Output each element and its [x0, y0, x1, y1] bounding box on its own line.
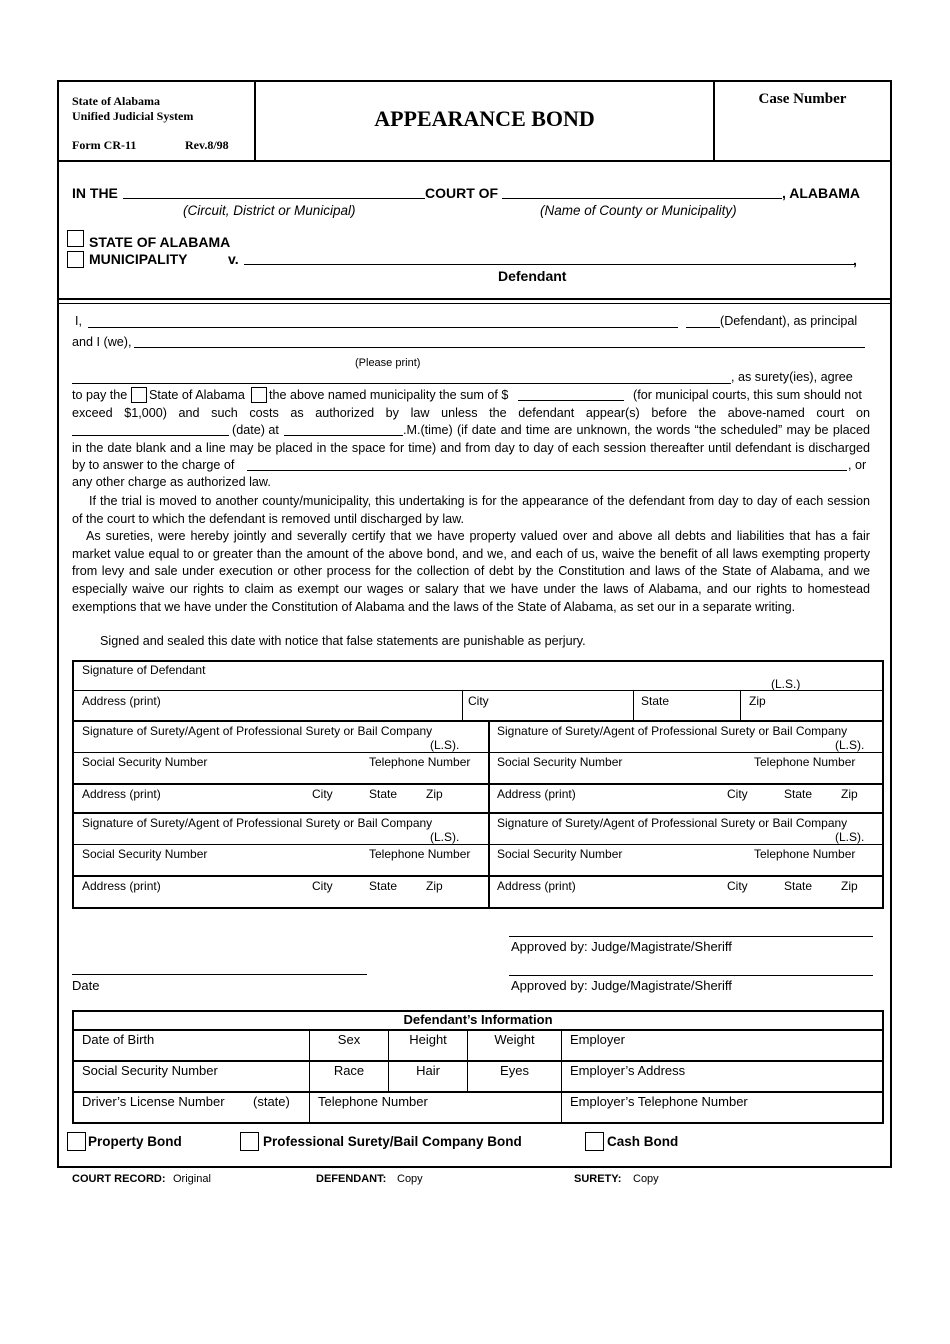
info-telephone-label: Telephone Number: [318, 1094, 428, 1109]
surety2-sig-label: Signature of Surety/Agent of Professional Surety or Bail Company: [497, 724, 848, 738]
sureties-paragraph: As sureties, were hereby jointly and severally certify that we have property valued over and above all debts and liabilities that has a fair market value equal to or greater than the amount of the above bond, and we, and each of us, waive the benefit of all laws exempting property from levy and sale under execution or other process for the collection of debt by the Constitution and laws of the State of Alabama, and we especially waive our rights to claim as exempt our wages or salary that we have under the laws of Alabama, and our rights to homestead exemptions that we have under the Constitution of Alabama and the laws of the State of Alabama, as set our in a separate writing.: [72, 529, 870, 614]
principal-short-field[interactable]: [686, 327, 720, 328]
property-bond-checkbox[interactable]: [67, 1132, 86, 1151]
employer-phone-label: Employer’s Telephone Number: [570, 1094, 748, 1109]
property-bond-label: Property Bond: [88, 1134, 182, 1149]
surety-copy-value: Copy: [633, 1173, 659, 1185]
surety1-ls: (L.S).: [430, 738, 460, 752]
defendant-address-label: Address (print): [82, 694, 161, 708]
surety1-sig-label: Signature of Surety/Agent of Professional Surety or Bail Company: [82, 724, 433, 738]
defendant-name-field[interactable]: [244, 264, 854, 265]
pay-municipality-checkbox[interactable]: [251, 387, 267, 403]
surety4-state-label: State: [784, 879, 813, 893]
court-of-label: COURT OF: [425, 185, 499, 201]
section-divider: [57, 303, 892, 304]
surety3-ls: (L.S).: [430, 830, 460, 844]
eyes-label: Eyes: [500, 1063, 529, 1078]
date-label: Date: [72, 978, 100, 993]
grid-line: [73, 812, 883, 814]
defendant-copy-label: DEFENDANT:: [316, 1173, 387, 1185]
defendant-info-title: Defendant’s Information: [403, 1012, 553, 1027]
surety-copy-label: SURETY:: [574, 1173, 622, 1185]
surety4-city-label: City: [727, 879, 748, 893]
race-label: Race: [333, 1063, 365, 1078]
surety4-ssn-label: Social Security Number: [497, 847, 623, 861]
surety2-state-label: State: [784, 787, 813, 801]
to-pay-the-label: to pay the: [72, 388, 128, 402]
trial-paragraph: If the trial is moved to another county/municipality, this undertaking is for the appearance of the defendant from day to day of each session of the court to which the defendant is removed until discharged by law.: [72, 494, 870, 526]
bond-amount-field[interactable]: [518, 400, 624, 401]
approval-signature-line-2[interactable]: [509, 975, 873, 976]
grid-line: [73, 844, 883, 845]
professional-surety-label: Professional Surety/Bail Company Bond: [263, 1134, 522, 1149]
surety1-state-label: State: [369, 787, 398, 801]
grid-line: [73, 875, 883, 877]
i-label: I,: [75, 314, 82, 328]
surety1-city-label: City: [312, 787, 333, 801]
form-number: Form CR-11: [72, 138, 137, 152]
municipal-courts-note: (for municipal courts, this sum should not: [633, 388, 862, 402]
surety4-phone-label: Telephone Number: [754, 847, 856, 861]
employer-label: Employer: [570, 1032, 625, 1047]
surety1-zip-label: Zip: [426, 787, 443, 801]
grid-line: [488, 721, 490, 908]
surety4-ls: (L.S).: [835, 830, 865, 844]
exceed-line: [72, 405, 870, 423]
municipality-checkbox[interactable]: [67, 251, 84, 268]
appearance-time-field[interactable]: [284, 435, 403, 436]
dl-state-label: (state): [253, 1094, 290, 1109]
surety3-state-label: State: [369, 879, 398, 893]
surety2-address-label: Address (print): [497, 787, 576, 801]
principal-name-field[interactable]: [88, 327, 678, 328]
defendant-copy-value: Copy: [397, 1173, 423, 1185]
dl-number-label: Driver’s License Number: [82, 1094, 225, 1109]
defendant-comma: ,: [853, 252, 857, 268]
surety3-sig-label: Signature of Surety/Agent of Professional Surety or Bail Company: [82, 816, 433, 830]
case-number-label: Case Number: [758, 91, 847, 107]
time-note: .M.(time) (if date and time are unknown, the words “the scheduled” may be placed: [403, 423, 870, 437]
versus-label: v.: [228, 251, 239, 267]
case-number-field[interactable]: [716, 114, 888, 156]
grid-line: [462, 691, 463, 721]
table-line: [73, 1060, 883, 1062]
surety2-city-label: City: [727, 787, 748, 801]
sig-defendant-label: Signature of Defendant: [82, 663, 206, 677]
table-line: [73, 1029, 883, 1031]
defendant-state-label: State: [641, 694, 670, 708]
surety4-sig-label: Signature of Surety/Agent of Professional Surety or Bail Company: [497, 816, 848, 830]
hair-label: Hair: [416, 1063, 440, 1078]
sex-label: Sex: [337, 1032, 361, 1047]
pay-state-checkbox[interactable]: [131, 387, 147, 403]
surety2-phone-label: Telephone Number: [754, 755, 856, 769]
surety1-address-label: Address (print): [82, 787, 161, 801]
surety2-zip-label: Zip: [841, 787, 858, 801]
date-line[interactable]: [72, 974, 367, 975]
surety4-zip-label: Zip: [841, 879, 858, 893]
date-blank-line: [72, 440, 870, 458]
sig-defendant-ls: (L.S.): [771, 677, 801, 691]
height-label: Height: [409, 1032, 447, 1047]
approved-by-label-2: Approved by: Judge/Magistrate/Sheriff: [511, 978, 732, 993]
defendant-city-label: City: [468, 694, 489, 708]
surety1-ssn-label: Social Security Number: [82, 755, 208, 769]
weight-label: Weight: [494, 1032, 535, 1047]
municipality-option: MUNICIPALITY: [89, 251, 188, 267]
cash-bond-label: Cash Bond: [607, 1134, 679, 1149]
municipality-sum-label: the above named municipality the sum of $: [269, 388, 509, 402]
signed-sealed-line: Signed and sealed this date with notice that false statements are punishable as perjury.: [100, 634, 586, 648]
grid-line: [73, 690, 883, 691]
please-print-caption: (Please print): [355, 357, 421, 369]
surety-names-field-2[interactable]: [72, 383, 731, 384]
grid-line: [73, 783, 883, 785]
court-record-label: COURT RECORD:: [72, 1173, 166, 1185]
surety3-city-label: City: [312, 879, 333, 893]
surety-names-field[interactable]: [134, 347, 865, 348]
county-caption: (Name of County or Municipality): [540, 203, 737, 218]
appearance-date-field[interactable]: [72, 435, 229, 436]
surety3-zip-label: Zip: [426, 879, 443, 893]
in-the-label: IN THE: [72, 185, 118, 201]
employer-address-label: Employer’s Address: [570, 1063, 686, 1078]
page-title: APPEARANCE BOND: [374, 106, 595, 131]
cash-bond-checkbox[interactable]: [585, 1132, 604, 1151]
any-other-charge: any other charge as authorized law.: [72, 475, 271, 489]
approval-signature-line-1[interactable]: [509, 936, 873, 937]
grid-line: [633, 691, 634, 721]
surety2-ssn-label: Social Security Number: [497, 755, 623, 769]
approved-by-label-1: Approved by: Judge/Magistrate/Sheriff: [511, 939, 732, 954]
surety3-phone-label: Telephone Number: [369, 847, 471, 861]
table-line: [561, 1030, 562, 1123]
alabama-label: , ALABAMA: [782, 185, 861, 201]
surety3-ssn-label: Social Security Number: [82, 847, 208, 861]
table-line: [73, 1091, 883, 1093]
section-divider: [57, 298, 892, 300]
surety2-ls: (L.S).: [835, 738, 865, 752]
principal-label: (Defendant), as principal: [720, 314, 858, 328]
professional-surety-checkbox[interactable]: [240, 1132, 259, 1151]
surety-agree-label: , as surety(ies), agree: [731, 370, 853, 384]
or-label: , or: [848, 458, 867, 472]
surety4-address-label: Address (print): [497, 879, 576, 893]
info-ssn-label: Social Security Number: [82, 1063, 218, 1078]
defendant-caption: Defendant: [498, 268, 567, 284]
grid-line: [73, 752, 883, 753]
form-revision: Rev.8/98: [185, 138, 229, 152]
grid-line: [740, 691, 741, 721]
defendant-zip-label: Zip: [749, 694, 766, 708]
and-i-label: and I (we),: [72, 335, 132, 349]
state-label: State of Alabama: [72, 94, 160, 108]
court-type-field[interactable]: [123, 198, 425, 199]
exceed-text: exceed $1,000) and such costs as authorized by law unless the defendant appear(s) before the above-named court on: [72, 406, 870, 420]
surety1-phone-label: Telephone Number: [369, 755, 471, 769]
date-at-label: (date) at: [232, 423, 279, 437]
court-type-caption: (Circuit, District or Municipal): [183, 203, 356, 218]
state-of-alabama-option: STATE OF ALABAMA: [89, 234, 231, 250]
date-blank-text: in the date blank and a line may be placed in the space for time) and from day to day of each session thereafter until defendant is discharged: [72, 441, 870, 455]
dob-label: Date of Birth: [82, 1032, 155, 1047]
pay-state-option: State of Alabama: [149, 388, 245, 402]
charge-field[interactable]: [247, 470, 847, 471]
system-label: Unified Judicial System: [72, 109, 194, 123]
surety3-address-label: Address (print): [82, 879, 161, 893]
state-of-alabama-checkbox[interactable]: [67, 230, 84, 247]
court-record-value: Original: [173, 1173, 211, 1185]
grid-line: [73, 720, 883, 722]
county-field[interactable]: [502, 198, 782, 199]
defendant-signature-field[interactable]: [74, 662, 882, 690]
charge-label: by to answer to the charge of: [72, 458, 235, 472]
